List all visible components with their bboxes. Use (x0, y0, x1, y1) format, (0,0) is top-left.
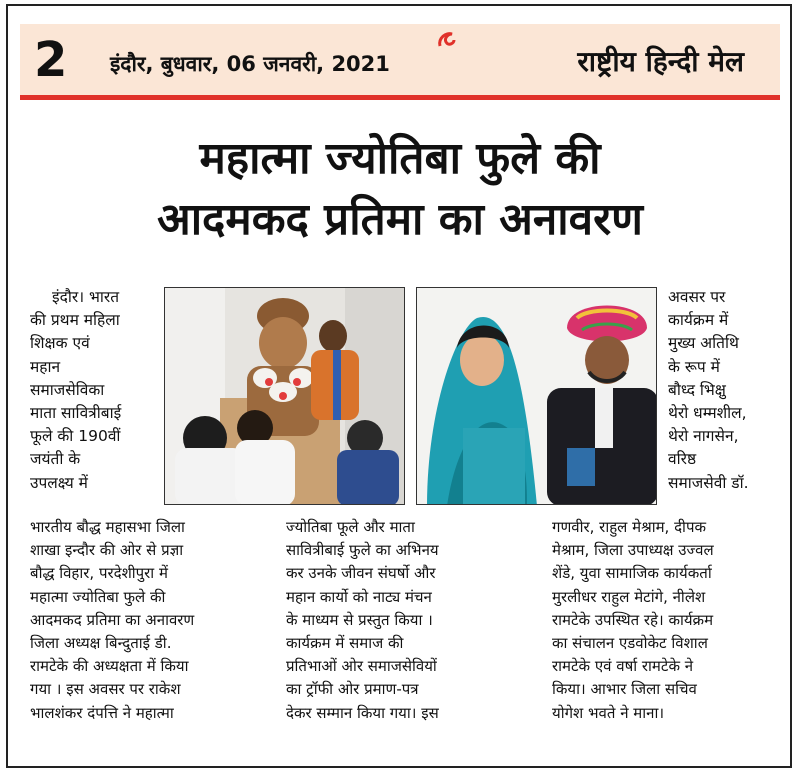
text-line: माता सावित्रीबाई (30, 403, 122, 422)
col3-top-text (668, 286, 790, 495)
col1-bottom-text (30, 516, 270, 725)
newspaper-logo-icon (436, 30, 462, 50)
text-line: बौध्द भिक्षु (668, 380, 726, 399)
masthead (20, 24, 780, 100)
text-line: थेरो नागसेन, (668, 427, 739, 446)
couple-photo-icon (417, 288, 657, 505)
text-line: रामटेके उपस्थित रहे। कार्यक्रम (552, 610, 714, 629)
text-line: महात्मा ज्योतिबा फुले की (30, 587, 166, 606)
text-line: के माध्यम से प्रस्तुत किया । (286, 610, 433, 629)
text-line: प्रतिभाओं ओर समाजसेवियों (286, 657, 437, 676)
text-line: आदमकद प्रतिमा का अनावरण (30, 610, 195, 629)
text-line: शेंडे, युवा सामाजिक कार्यकर्ता (552, 564, 712, 583)
text-line: इंदौर। भारत (52, 288, 120, 306)
text-line: भारतीय बौद्ध महासभा जिला (30, 518, 185, 536)
text-line: शाखा इन्दौर की ओर से प्रज्ञा (30, 541, 184, 560)
text-line: महान (30, 357, 61, 376)
page-number: 2 (34, 32, 68, 88)
text-line: सावित्रीबाई फुले का अभिनय (286, 541, 439, 560)
text-line: फूले की 190वीं (30, 427, 121, 446)
text-line: मेश्राम, जिला उपाध्यक्ष उज्वल (552, 541, 714, 560)
text-line: थेरो धम्मशील, (668, 403, 747, 422)
text-line: का संचालन एडवोकेट विशाल (552, 633, 708, 652)
text-line: उपलक्ष्य में (30, 473, 88, 492)
text-line: कार्यक्रम में समाज की (286, 633, 404, 652)
text-line: जयंती के (30, 450, 81, 469)
couple-portrait-photo (416, 287, 657, 505)
text-line: किया। आभार जिला सचिव (552, 680, 697, 699)
dateline: इंदौर, बुधवार, 06 जनवरी, 2021 (110, 52, 390, 76)
statue-garland-photo (164, 287, 405, 505)
text-line: मुख्य अतिथि (668, 334, 739, 353)
text-line: अवसर पर (668, 288, 726, 306)
text-line: जिला अध्यक्ष बिन्दुताई डी. (30, 633, 172, 652)
article-headline (20, 128, 780, 250)
text-line: के रूप में (668, 357, 720, 376)
text-line: ज्योतिबा फूले और माता (286, 518, 415, 536)
text-line: योगेश भवते ने माना। (552, 703, 665, 722)
text-line: महान कार्यो को नाट्य मंचन (286, 587, 432, 606)
text-line: समाजसेवी डॉ. (668, 473, 749, 492)
col1-top-text (30, 286, 158, 495)
text-line: वरिष्ठ (668, 450, 697, 469)
newspaper-name: राष्ट्रीय हिन्दी मेल (577, 45, 744, 78)
col2-text (286, 516, 526, 725)
text-line: गणवीर, राहुल मेश्राम, दीपक (552, 518, 706, 536)
text-line: शिक्षक एवं (30, 334, 90, 353)
text-line: देकर सम्मान किया गया। इस (286, 703, 439, 722)
text-line: बौद्ध विहार, परदेशीपुरा में (30, 564, 168, 583)
text-line: मुरलीधर राहुल मेटांगे, नीलेश (552, 587, 706, 606)
text-line: की प्रथम महिला (30, 311, 120, 330)
text-line: का ट्रॉफी ओर प्रमाण-पत्र (286, 680, 419, 699)
text-line: भालशंकर दंपत्ति ने महात्मा (30, 703, 174, 722)
text-line: रामटेके की अध्यक्षता में किया (30, 657, 189, 676)
statue-photo-icon (165, 288, 405, 505)
text-line: समाजसेविका (30, 380, 105, 399)
headline-line: आदमकद प्रतिमा का अनावरण (157, 194, 643, 245)
headline-line: महात्मा ज्योतिबा फुले की (199, 133, 601, 184)
col3-bottom-text (552, 516, 788, 725)
text-line: गया । इस अवसर पर राकेश (30, 680, 181, 699)
text-line: रामटेके एवं वर्षा रामटेके ने (552, 657, 694, 676)
text-line: कार्यक्रम में (668, 311, 729, 330)
text-line: कर उनके जीवन संघर्षो और (286, 564, 436, 583)
